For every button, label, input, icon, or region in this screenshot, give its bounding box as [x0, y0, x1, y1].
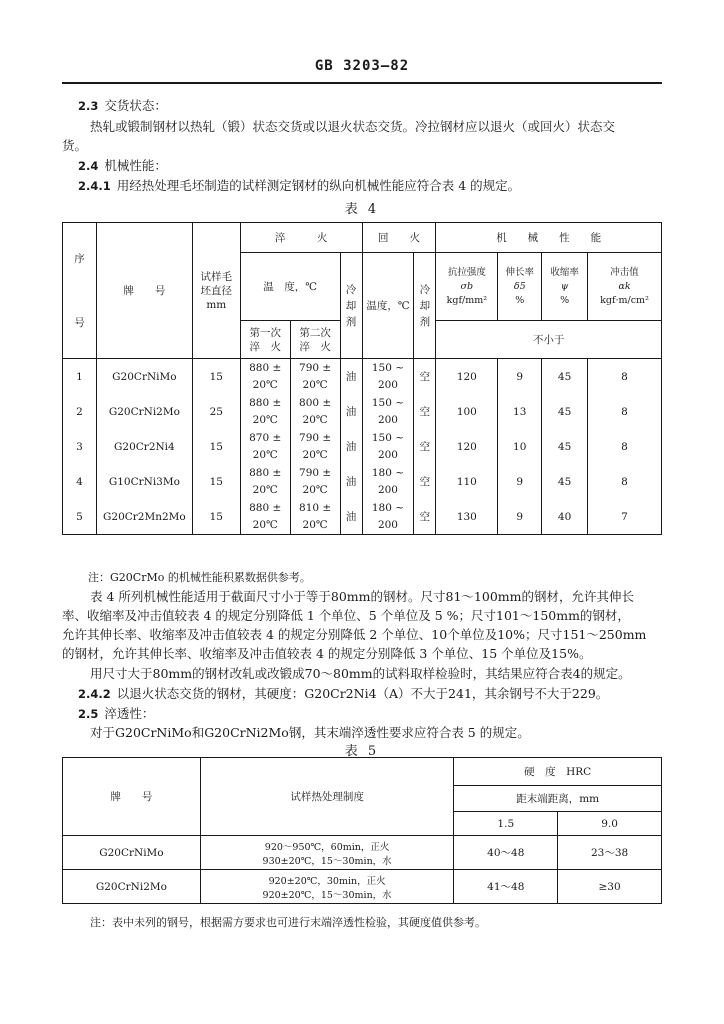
col-head-quench: 淬 火 [240, 223, 362, 253]
table-row: 4 G10CrNi3Mo 15 880 ± 20℃ 790 ± 20℃ 油 180 ~ 200 空 110 9 45 8 [63, 464, 662, 499]
section-2-4-2 [78, 685, 608, 703]
header-rule [62, 82, 662, 84]
table-row: 1 G20CrNiMo 15 880 ± 20℃ 790 ± 20℃ 油 150 ~ 200 空 120 9 45 8 [63, 359, 662, 395]
table-row: G20CrNi2Mo 920±20℃，30min，正火 920±20℃，15～30min，水 41～48 ≥30 [63, 870, 662, 904]
section-title: 交货状态： [104, 98, 167, 113]
paragraph: 的钢材，允许其伸长率、收缩率及冲击值较表 4 的规定分别降低 3 个单位、15 个单位及15%。 [62, 646, 592, 661]
col-head-min: 不小于 [436, 321, 662, 359]
col-head-elongation: 伸长率 δ5 % [498, 253, 542, 321]
col-head-heat-treatment: 试样热处理制度 [200, 758, 454, 836]
paragraph: 率、收缩率及冲击值较表 4 的规定分别降低 1 个单位、5 个单位及 5 %；尺寸101～150mm的钢材， [62, 608, 630, 623]
section-number: 2.4 [78, 159, 99, 173]
section-title: 淬透性： [104, 706, 155, 721]
col-head-first-quench: 第一次 淬 火 [240, 321, 290, 359]
section-text: 以退火状态交货的钢材，其硬度：G20Cr2Ni4（A）不大于241，其余钢号不大于229。 [116, 686, 609, 701]
paragraph: 热轧或锻制钢材以热轧（锻）状态交货或以退火状态交货。冷拉钢材应以退火（或回火）状态交 [90, 119, 616, 134]
col-head-quench-coolant: 冷 却 剂 [340, 253, 362, 359]
table-4-caption: 表 4 [344, 202, 380, 217]
section-2-3 [78, 97, 167, 115]
section-2-5 [78, 705, 154, 723]
col-head-impact: 冲击值 αk kgf·m/cm² [588, 253, 662, 321]
table-4 [62, 222, 662, 535]
section-2-4-1 [78, 177, 520, 195]
col-head-temper-coolant: 冷 却 剂 [414, 253, 436, 359]
section-title: 机械性能： [104, 158, 167, 173]
section-2-4 [78, 157, 167, 175]
col-head-no: 序 号 [63, 223, 97, 359]
col-head-grade: 牌 号 [63, 758, 201, 836]
paragraph: 表 4 所列机械性能适用于截面尺寸小于等于80mm的钢材。尺寸81～100mm的钢材，允许其伸长 [90, 589, 634, 604]
table-row: G20CrNiMo 920～950℃，60min，正火 930±20℃，15～30min，水 40～48 23～38 [63, 836, 662, 870]
col-head-diameter: 试样毛 坯直径 mm [192, 223, 240, 359]
section-text: 用经热处理毛坯制造的试样测定钢材的纵向机械性能应符合表 4 的规定。 [116, 178, 521, 193]
table-5-note: 注：表中未列的钢号，根据需方要求也可进行末端淬透性检验，其硬度值供参考。 [90, 916, 486, 929]
standard-code-header: GB 3203—82 [314, 58, 410, 74]
col-head-grade: 牌 号 [96, 223, 192, 359]
col-head-mechanical: 机 械 性 能 [436, 223, 662, 253]
table-4-note: 注：G20CrMo 的机械性能积累数据供参考。 [88, 571, 311, 584]
table-5-caption: 表 5 [344, 744, 380, 759]
col-head-distance-1: 1.5 [454, 812, 558, 836]
col-head-hardness: 硬 度 HRC [454, 758, 662, 786]
col-head-distance-2: 9.0 [558, 812, 662, 836]
section-number: 2.5 [78, 707, 99, 721]
section-number: 2.4.2 [78, 687, 111, 701]
col-head-reduction: 收缩率 ψ % [542, 253, 588, 321]
table-row: 2 G20CrNi2Mo 25 880 ± 20℃ 800 ± 20℃ 油 150 ~ 200 空 100 13 45 8 [63, 394, 662, 429]
col-head-temper-temp: 温度，℃ [362, 253, 414, 359]
col-head-distance: 距末端距离，mm [454, 786, 662, 812]
table-row: 3 G20Cr2Ni4 15 870 ± 20℃ 790 ± 20℃ 油 150 ~ 200 空 120 10 45 8 [63, 429, 662, 464]
section-number: 2.4.1 [78, 179, 111, 193]
col-head-tensile: 抗拉强度 σb kgf/mm² [436, 253, 498, 321]
paragraph: 用尺寸大于80mm的钢材改轧或改锻成70～80mm的试料取样检验时，其结果应符合表4的规定。 [90, 666, 631, 681]
section-number: 2.3 [78, 99, 99, 113]
paragraph: 对于G20CrNiMo和G20CrNi2Mo钢，其末端淬透性要求应符合表 5 的规定。 [90, 725, 530, 740]
table-5 [62, 757, 662, 904]
paragraph: 允许其伸长率、收缩率及冲击值较表 4 的规定分别降低 2 个单位、10个单位及10%；尺寸151～250mm [62, 627, 647, 642]
table-row: 5 G20Cr2Mn2Mo 15 880 ± 20℃ 810 ± 20℃ 油 180 ~ 200 空 130 9 40 7 [63, 499, 662, 535]
col-head-quench-temp: 温 度，℃ [240, 253, 340, 321]
paragraph: 货。 [62, 138, 88, 153]
col-head-temper: 回 火 [362, 223, 436, 253]
col-head-second-quench: 第二次 淬 火 [290, 321, 340, 359]
